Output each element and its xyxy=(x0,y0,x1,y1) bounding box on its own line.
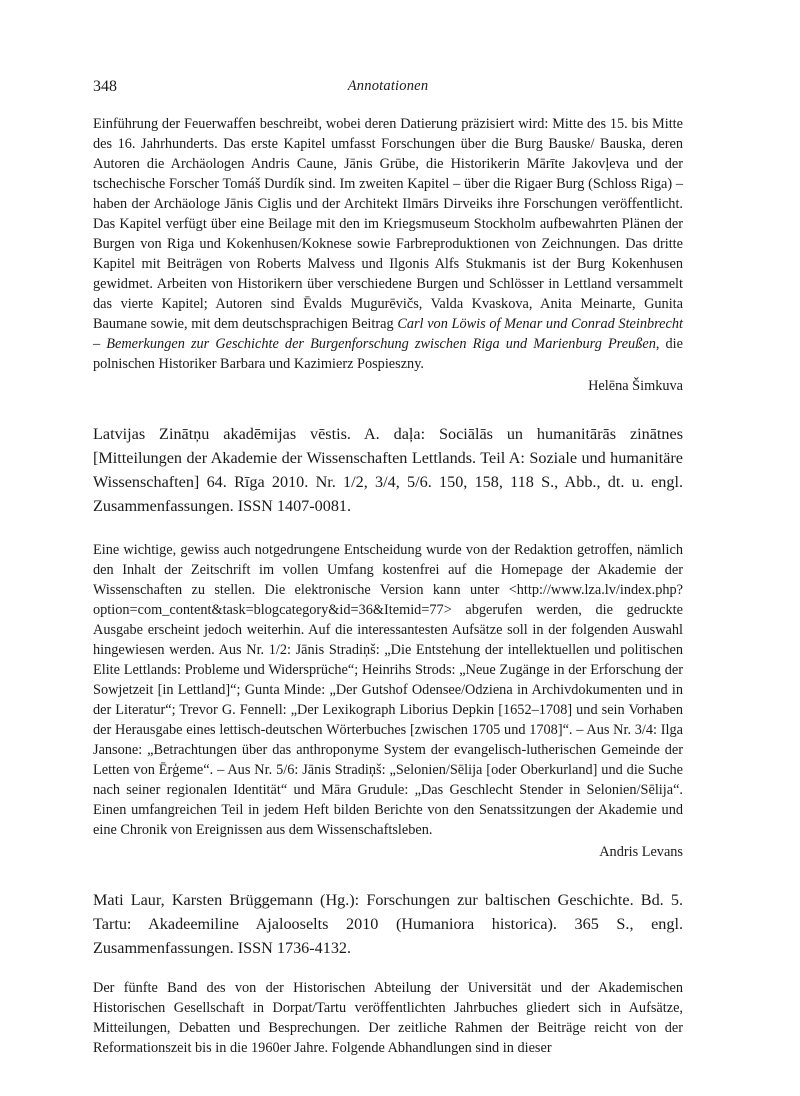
reviewer-signature: Andris Levans xyxy=(599,844,683,860)
document-page xyxy=(93,78,683,1058)
page-header xyxy=(93,78,683,102)
review-entry-title: Mati Laur, Karsten Brüggemann (Hg.): Forschungen zur baltischen Geschichte. Bd. 5. Tartu: Akadeemiline Ajalooselts 2010 (Humaniora historica). 365 S., engl. Zusammenfassungen. ISSN 1736-4132. xyxy=(93,891,683,957)
review-entry-body: Eine wichtige, gewiss auch notgedrungene Entscheidung wurde von der Redaktion getroffen, nämlich den Inhalt der Zeitschrift im vollen Umfang kostenfrei auf die Homepage der Akademie der Wissenschaften zu stellen. Die elektronische Version kann unter <http://www.lza.lv/index.php?option=com_content&task=blogcategory&id=36&Itemid=77> abgerufen werden, die gedruckte Ausgabe erscheint jedoch weiterhin. Auf die interessantesten Aufsätze soll in der folgenden Auswahl hingewiesen werden. Aus Nr. 1/2: Jānis Stradiņš: „Die Entstehung der intellektuellen und politischen Elite Lettlands: Probleme und Widersprüche“; Heinrihs Strods: „Neue Zugänge in der Erforschung der Sowjetzeit [in Lettland]“; Gunta Minde: „Der Gutshof Odensee/Odziena in Archivdokumenten und in der Literatur“; Trevor G. Fennell: „Der Lexikograph Liborius Depkin [1652–1708] und sein Vorhaben der Herausgabe eines lettisch-deutschen Wörterbuches [zwischen 1705 und 1708]“. – Aus Nr. 3/4: Ilga Jansone: „Betrachtungen über das anthroponyme System der evangelisch-lutherischen Gemeinde der Letten von Ērģeme“. – Aus Nr. 5/6: Jānis Stradiņš: „Selonien/Sēlija [oder Oberkurland] und die Suche nach seiner regionalen Identität“ und Māra Grudule: „Das Geschlecht Stender in Selonien/Sēlija“. Einen umfangreichen Teil in jedem Heft bilden Berichte von den Senatssitzungen der Akademie und eine Chronik von Ereignissen aus dem Wissenschaftsleben. xyxy=(93,542,683,838)
running-head: Annotationen xyxy=(347,78,429,94)
review-italic-title: Carl von Löwis of Menar und Conrad Steinbrecht – Bemerkungen zur Geschichte der Burgenforschung zwischen Riga und Marienburg Preußen xyxy=(93,316,683,352)
review-continuation-text xyxy=(93,114,683,374)
review-text-after: , die polnischen Historiker Barbara und Kazimierz Pospieszny. xyxy=(93,336,683,372)
review-entry-title: Latvijas Zinātņu akadēmijas vēstis. A. daļa: Sociālās un humanitārās zinātnes [Mitteilungen der Akademie der Wissenschaften Lettlands. Teil A: Soziale und humanitäre Wissenschaften] 64. Rīga 2010. Nr. 1/2, 3/4, 5/6. 150, 158, 118 S., Abb., dt. u. engl. Zusammenfassungen. ISSN 1407-0081. xyxy=(93,425,683,515)
reviewer-signature: Helēna Šimkuva xyxy=(588,378,683,394)
review-text-before: Einführung der Feuerwaffen beschreibt, wobei deren Datierung präzisiert wird: Mitte des 15. bis Mitte des 16. Jahrhunderts. Das erste Kapitel umfasst Forschungen über die Burg Bauske/ Bauska, deren Autoren die Archäologen Andris Caune, Jānis Grūbe, die Historikerin Mārīte Jakovļeva und der tschechische Forscher Tomáš Durdík sind. Im zweiten Kapitel – über die Rigaer Burg (Schloss Riga) – haben der Archäologe Jānis Ciglis und der Architekt Ilmārs Dirveiks ihre Forschungen veröffentlicht. Das Kapitel verfügt über eine Beilage mit den im Kriegsmuseum Stockholm aufbewahrten Plänen der Burgen von Riga und Kokenhusen/Koknese sowie Farbreproduktionen von Zeichnungen. Das dritte Kapitel mit Beiträgen von Roberts Malvess und Ilgonis Alfs Stukmanis ist der Burg Kokenhusen gewidmet. Arbeiten von Historikern über verschiedene Burgen und Schlösser in Lettland versammelt das vierte Kapitel; Autoren sind Ēvalds Mugurēvičs, Valda Kvaskova, Anita Meinarte, Gunita Baumane sowie, mit dem deutschsprachigen Beitrag xyxy=(93,116,683,332)
review-entry-body: Der fünfte Band des von der Historischen Abteilung der Universität und der Akademischen Historischen Gesellschaft in Dorpat/Tartu veröffentlichten Jahrbuches gliedert sich in Aufsätze, Mitteilungen, Debatten und Besprechungen. Der zeitliche Rahmen der Beiträge reicht von der Reformationszeit bis in die 1960er Jahre. Folgende Abhandlungen sind in dieser xyxy=(93,980,683,1056)
page-number: 348 xyxy=(93,78,117,95)
